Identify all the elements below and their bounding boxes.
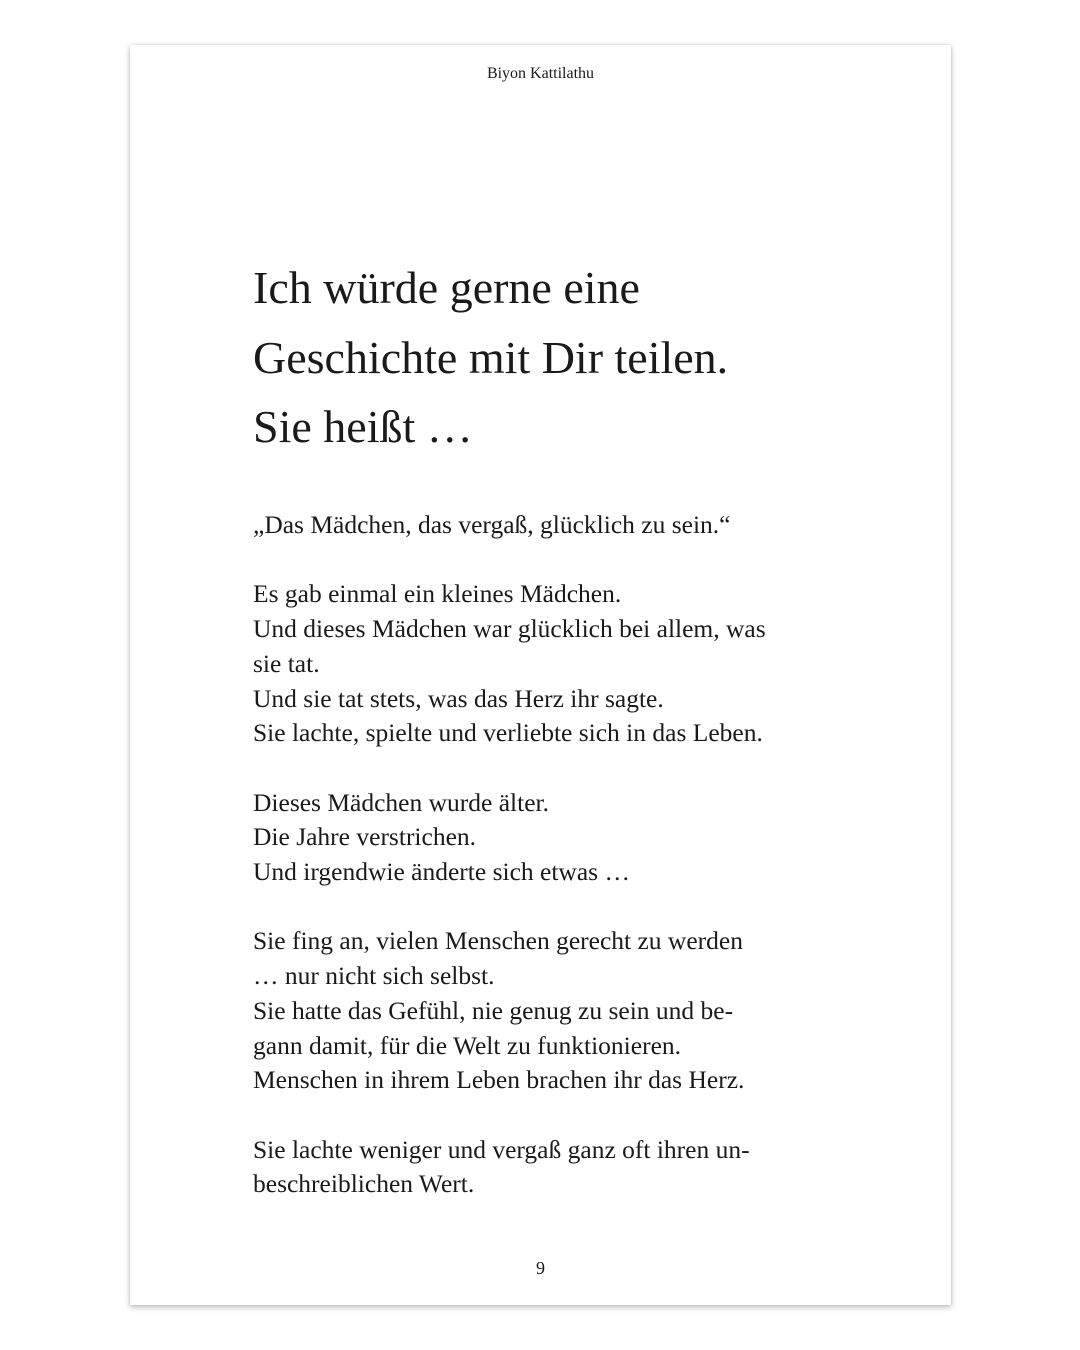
body-line: Dieses Mädchen wurde älter. — [253, 787, 549, 817]
body-line: „Das Mädchen, das vergaß, glücklich zu sein.“ — [253, 510, 731, 539]
body-line: Sie fing an, vielen Menschen gerecht zu werden — [253, 926, 743, 956]
body-line: Die Jahre verstrichen. — [253, 822, 477, 852]
paragraph-spacer — [253, 543, 766, 578]
body-line: gann damit, für die Welt zu funktionieren. — [253, 1030, 682, 1060]
body-text — [253, 508, 766, 1202]
body-line: beschreiblichen Wert. — [253, 1169, 475, 1199]
title-line: Geschichte mit Dir teilen. — [253, 331, 729, 383]
page-number: 9 — [536, 1258, 545, 1278]
chapter-title — [253, 253, 728, 462]
body-line: Und irgendwie änderte sich etwas … — [253, 857, 630, 886]
body-line: Sie lachte weniger und vergaß ganz oft ihren un- — [253, 1134, 750, 1164]
body-line: Und dieses Mädchen war glücklich bei allem, was — [253, 614, 766, 644]
title-line: Ich würde gerne eine — [253, 262, 640, 313]
running-header-author: Biyon Kattilathu — [486, 65, 595, 82]
book-page — [130, 45, 951, 1305]
paragraph-spacer — [253, 751, 766, 786]
paragraph-spacer — [253, 1098, 766, 1133]
body-line: sie tat. — [253, 648, 320, 678]
body-line: … nur nicht sich selbst. — [253, 961, 495, 991]
title-line: Sie heißt … — [253, 401, 473, 452]
paragraph-spacer — [253, 890, 766, 925]
body-line: Sie lachte, spielte und verliebte sich in das Leben. — [253, 718, 763, 748]
body-line: Sie hatte das Gefühl, nie genug zu sein und be- — [253, 995, 734, 1025]
body-line: Und sie tat stets, was das Herz ihr sagte. — [253, 683, 664, 713]
body-line: Menschen in ihrem Leben brachen ihr das Herz. — [253, 1065, 745, 1095]
body-line: Es gab einmal ein kleines Mädchen. — [253, 579, 622, 609]
